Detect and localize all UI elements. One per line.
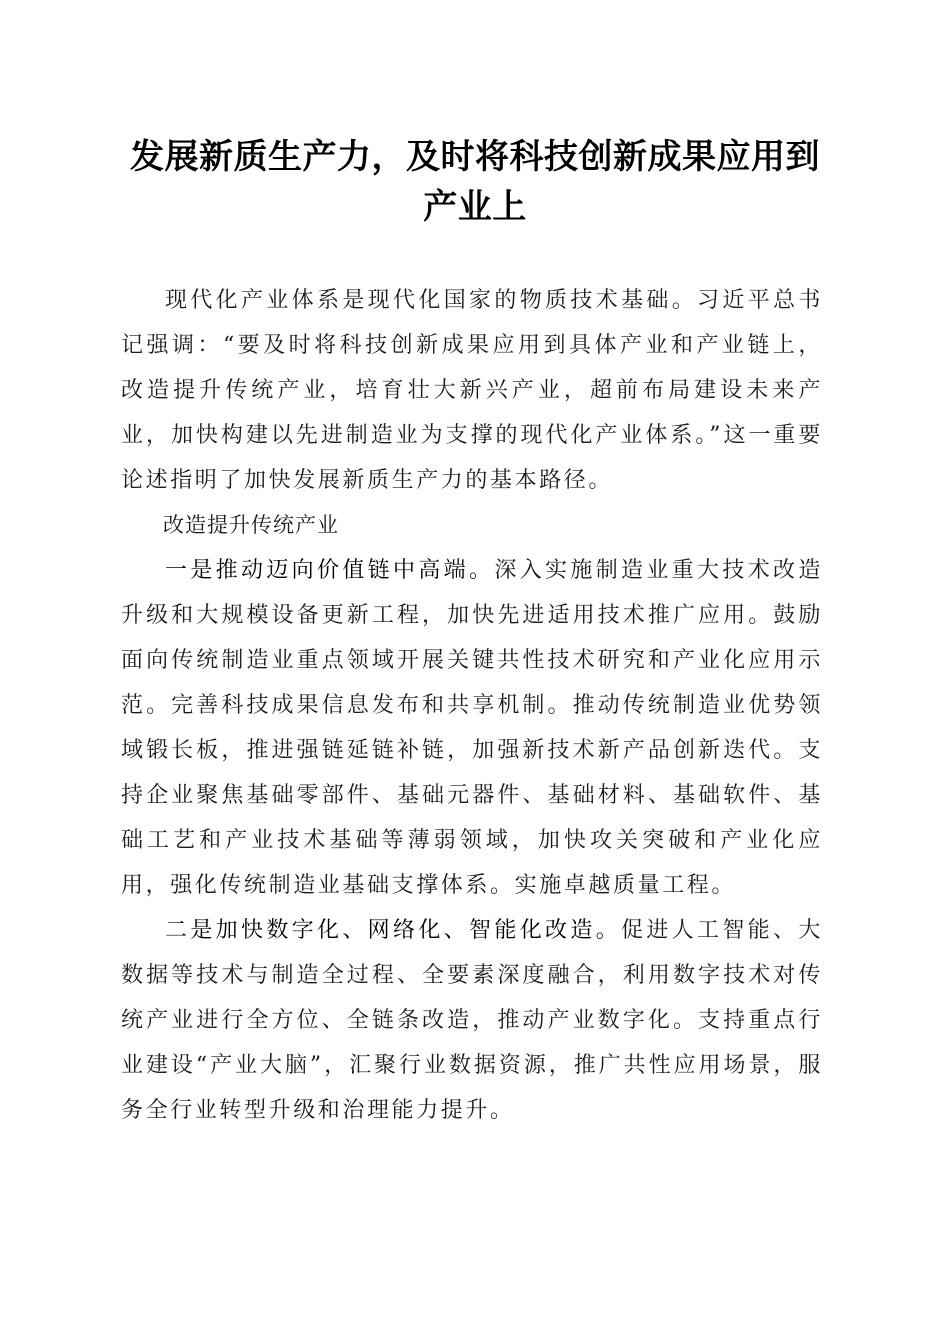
point-1-paragraph [121, 548, 823, 908]
title-line-1: 发展新质生产力，及时将科技创新成果应用到 [130, 137, 820, 177]
point-2-body: 促进人工智能、大数据等技术与制造全过程、全要素深度融合，利用数字技术对传统产业进行全方位、全链条改造，推动产业数字化。支持重点行业建设“产业大脑”，汇聚行业数据资源，推广共性应用场景，服务全行业转型升级和治理能力提升。 [121, 918, 823, 1123]
point-2-paragraph [121, 908, 823, 1133]
intro-paragraph: 现代化产业体系是现代化国家的物质技术基础。习近平总书记强调：“要及时将科技创新成果应用到具体产业和产业链上，改造提升传统产业，培育壮大新兴产业，超前布局建设未来产业，加快构建以先进制造业为支撑的现代化产业体系。”这一重要论述指明了加快发展新质生产力的基本路径。 [121, 288, 823, 493]
point-1-body: 深入实施制造业重大技术改造升级和大规模设备更新工程，加快先进适用技术推广应用。鼓励面向传统制造业重点领域开展关键共性技术研究和产业化应用示范。完善科技成果信息发布和共享机制。推动传统制造业优势领域锻长板，推进强链延链补链，加强新技术新产品创新迭代。支持企业聚焦基础零部件、基础元器件、基础材料、基础软件、基础工艺和产业技术基础等薄弱领域，加快攻关突破和产业化应用，强化传统制造业基础支撑体系。实施卓越质量工程。 [121, 558, 823, 898]
title-line-2: 产业上 [423, 187, 527, 227]
document-title [100, 132, 850, 232]
point-1-lead: 一是推动迈向价值链中高端。 [165, 558, 495, 583]
document-body [121, 278, 823, 1133]
point-2-lead: 二是加快数字化、网络化、智能化改造。 [165, 918, 622, 943]
section-heading: 改造提升传统产业 [163, 513, 339, 537]
